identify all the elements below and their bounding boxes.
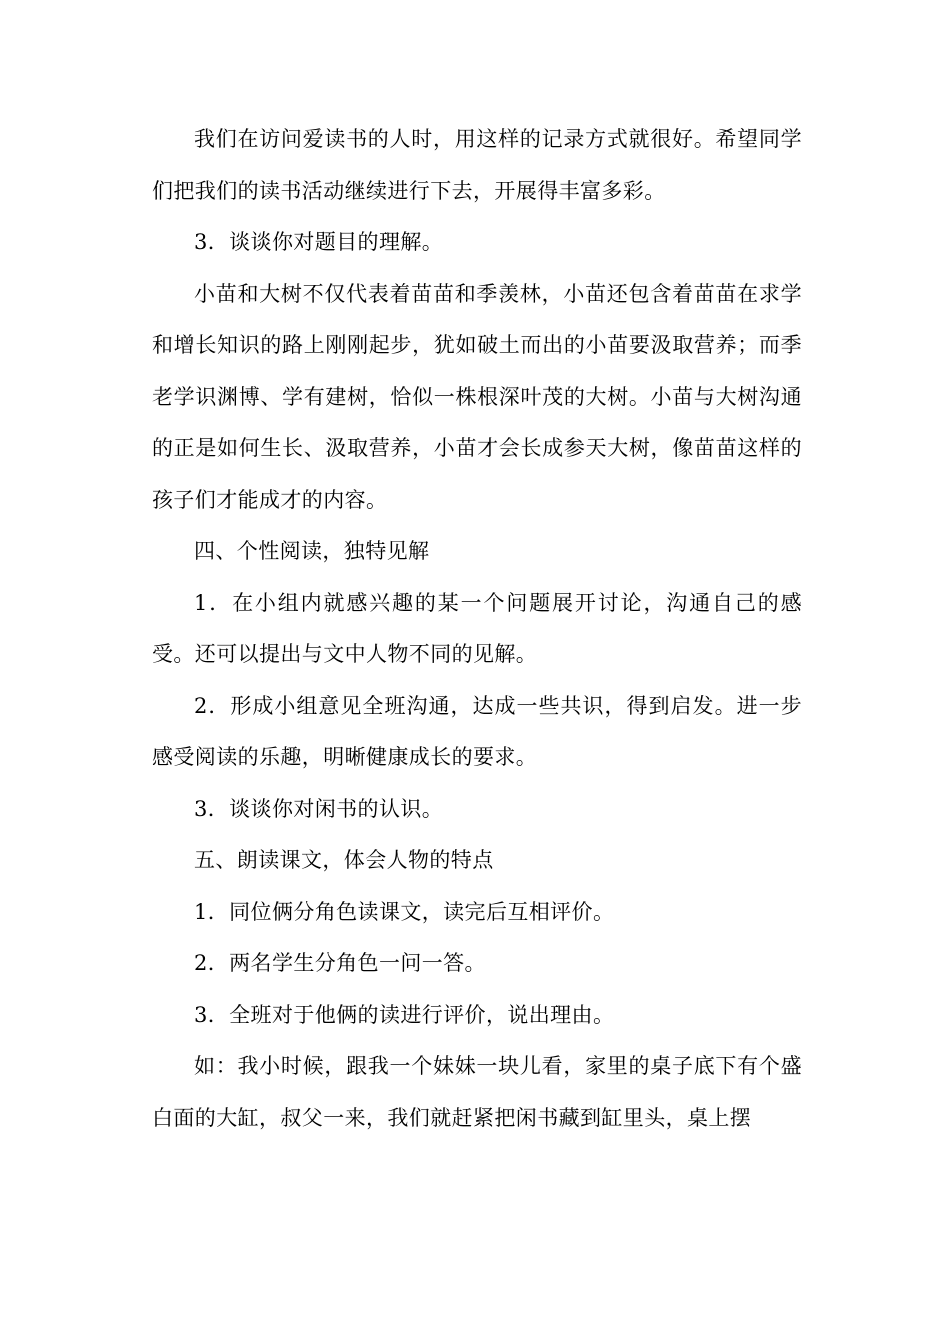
paragraph-class-evaluation: 3．全班对于他俩的读进行评价，说出理由。 bbox=[194, 1002, 615, 1027]
section-heading-personal-reading: 四、个性阅读，独特见解 bbox=[194, 539, 430, 563]
paragraph-leisure-books-question: 3．谈谈你对闲书的认识。 bbox=[194, 796, 444, 821]
section-heading-read-aloud: 五、朗读课文，体会人物的特点 bbox=[194, 848, 494, 872]
document-body bbox=[152, 114, 802, 1144]
paragraph-example-quote: 如：我小时候，跟我一个妹妹一块儿看，家里的桌子底下有个盛白面的大缸，叔父一来，我们就赶紧把闲书藏到缸里头，桌上摆 bbox=[152, 1054, 802, 1130]
paragraph-reading-record: 我们在访问爱读书的人时，用这样的记录方式就很好。希望同学们把我们的读书活动继续进行下去，开展得丰富多彩。 bbox=[152, 127, 802, 203]
paragraph-pair-reading: 1．同位俩分角色读课文，读完后互相评价。 bbox=[194, 899, 615, 924]
paragraph-title-question: 3．谈谈你对题目的理解。 bbox=[194, 230, 444, 254]
paragraph-group-discussion: 1．在小组内就感兴趣的某一个问题展开讨论，沟通自己的感受。还可以提出与文中人物不同的见解。 bbox=[152, 590, 802, 666]
paragraph-class-communication: 2．形成小组意见全班沟通，达成一些共识，得到启发。进一步感受阅读的乐趣，明晰健康成长的要求。 bbox=[152, 693, 802, 769]
paragraph-title-explanation: 小苗和大树不仅代表着苗苗和季羡林，小苗还包含着苗苗在求学和增长知识的路上刚刚起步，犹如破土而出的小苗要汲取营养；而季老学识渊博、学有建树，恰似一株根深叶茂的大树。小苗与大树沟通的正是如何生长、汲取营养，小苗才会长成参天大树，像苗苗这样的孩子们才能成才的内容。 bbox=[152, 281, 802, 512]
paragraph-role-dialogue: 2．两名学生分角色一问一答。 bbox=[194, 951, 486, 975]
